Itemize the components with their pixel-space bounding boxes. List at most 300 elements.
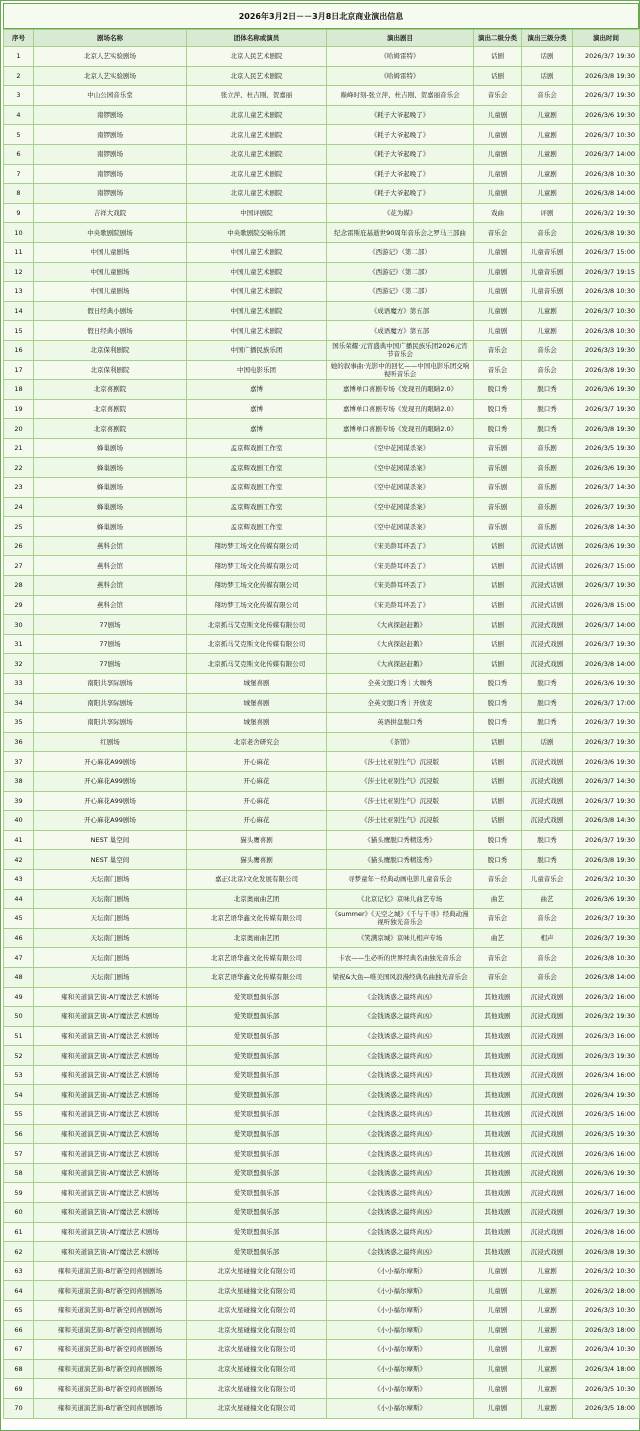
cell-troupe: 开心麻花 <box>187 791 327 811</box>
cell-category-2: 其他戏剧 <box>474 1065 522 1085</box>
cell-category-3: 儿童剧 <box>522 1320 573 1340</box>
cell-venue: 北京保利剧院 <box>34 360 187 380</box>
cell-category-3: 话剧 <box>522 732 573 752</box>
cell-program: 嘉博单口喜剧专场《发现丑的眼睛2.0》 <box>327 399 474 419</box>
cell-troupe: 中国儿童艺术剧院 <box>187 282 327 302</box>
cell-index: 29 <box>4 595 34 615</box>
cell-category-2: 儿童剧 <box>474 1320 522 1340</box>
cell-category-3: 音乐会 <box>522 360 573 380</box>
cell-category-3: 沉浸式戏剧 <box>522 987 573 1007</box>
cell-index: 66 <box>4 1320 34 1340</box>
table-row <box>4 791 640 811</box>
cell-category-3: 沉浸式戏剧 <box>522 752 573 772</box>
cell-venue: NEST 巢空间 <box>34 830 187 850</box>
cell-troupe: 中国儿童艺术剧院 <box>187 262 327 282</box>
cell-index: 15 <box>4 321 34 341</box>
cell-time: 2026/3/7 19:30 <box>573 497 640 517</box>
table-row <box>4 1222 640 1242</box>
cell-troupe: 翔坊梦工场文化传媒有限公司 <box>187 595 327 615</box>
cell-troupe: 嘉博 <box>187 419 327 439</box>
table-row <box>4 478 640 498</box>
cell-category-3: 儿童剧 <box>522 321 573 341</box>
cell-time: 2026/3/4 16:00 <box>573 1065 640 1085</box>
table-row <box>4 1242 640 1262</box>
cell-index: 25 <box>4 517 34 537</box>
cell-category-2: 其他戏剧 <box>474 987 522 1007</box>
table-row <box>4 1379 640 1399</box>
table-row <box>4 967 640 987</box>
cell-program: 《金钱诱惑之最终真凶》 <box>327 1222 474 1242</box>
cell-time: 2026/3/4 19:30 <box>573 1085 640 1105</box>
cell-venue: 假日经典小剧场 <box>34 301 187 321</box>
cell-troupe: 孟京辉戏剧工作室 <box>187 517 327 537</box>
cell-category-2: 曲艺 <box>474 889 522 909</box>
table-row <box>4 556 640 576</box>
cell-index: 39 <box>4 791 34 811</box>
cell-category-2: 脱口秀 <box>474 380 522 400</box>
cell-troupe: 翔坊梦工场文化传媒有限公司 <box>187 576 327 596</box>
cell-troupe: 北京艺语华鑫文化传媒有限公司 <box>187 948 327 968</box>
cell-category-3: 脱口秀 <box>522 713 573 733</box>
table-row <box>4 674 640 694</box>
cell-index: 57 <box>4 1144 34 1164</box>
cell-index: 22 <box>4 458 34 478</box>
cell-category-2: 音乐会 <box>474 360 522 380</box>
cell-program: 寻梦童年－经典动画电影儿童音乐会 <box>327 869 474 889</box>
cell-time: 2026/3/7 19:30 <box>573 47 640 67</box>
table-row <box>4 1301 640 1321</box>
cell-troupe: 爱笑联盟俱乐部 <box>187 1065 327 1085</box>
cell-troupe: 城堡喜剧 <box>187 693 327 713</box>
cell-venue: 南阳共享际剧场 <box>34 693 187 713</box>
cell-program: 《金钱诱惑之最终真凶》 <box>327 1026 474 1046</box>
cell-index: 42 <box>4 850 34 870</box>
cell-venue: 天坛南门剧场 <box>34 967 187 987</box>
cell-category-2: 音乐会 <box>474 909 522 929</box>
cell-category-2: 其他戏剧 <box>474 1026 522 1046</box>
cell-time: 2026/3/7 15:00 <box>573 556 640 576</box>
cell-category-3: 沉浸式戏剧 <box>522 1183 573 1203</box>
table-row <box>4 576 640 596</box>
cell-troupe: 张立萍、杜吉刚、贺嘉丽 <box>187 86 327 106</box>
cell-time: 2026/3/6 19:30 <box>573 674 640 694</box>
cell-program: 《大真探赵赶鹅》 <box>327 654 474 674</box>
cell-time: 2026/3/6 19:30 <box>573 889 640 909</box>
cell-time: 2026/3/8 14:30 <box>573 517 640 537</box>
cell-category-3: 儿童剧 <box>522 1340 573 1360</box>
cell-category-2: 儿童剧 <box>474 1261 522 1281</box>
cell-category-3: 脱口秀 <box>522 419 573 439</box>
cell-program: 《空中花园谋杀案》 <box>327 517 474 537</box>
cell-category-3: 沉浸式戏剧 <box>522 1026 573 1046</box>
cell-index: 17 <box>4 360 34 380</box>
cell-category-3: 沉浸式戏剧 <box>522 771 573 791</box>
cell-index: 11 <box>4 242 34 262</box>
cell-category-2: 儿童剧 <box>474 105 522 125</box>
table-row <box>4 517 640 537</box>
cell-troupe: 北京老舍研究会 <box>187 732 327 752</box>
cell-program: 《花为媒》 <box>327 203 474 223</box>
table-row <box>4 1340 640 1360</box>
cell-category-2: 音乐剧 <box>474 458 522 478</box>
cell-category-2: 其他戏剧 <box>474 1183 522 1203</box>
cell-troupe: 中国儿童艺术剧院 <box>187 321 327 341</box>
cell-index: 49 <box>4 987 34 1007</box>
cell-time: 2026/3/6 19:30 <box>573 380 640 400</box>
table-header <box>4 30 640 47</box>
cell-program: 《猫头鹰脱口秀精选秀》 <box>327 830 474 850</box>
cell-index: 37 <box>4 752 34 772</box>
table-row <box>4 595 640 615</box>
cell-category-3: 沉浸式戏剧 <box>522 1163 573 1183</box>
cell-index: 34 <box>4 693 34 713</box>
cell-program: 《金钱诱惑之最终真凶》 <box>327 1124 474 1144</box>
cell-category-3: 音乐剧 <box>522 497 573 517</box>
cell-troupe: 北京火星碰撞文化有限公司 <box>187 1301 327 1321</box>
cell-index: 18 <box>4 380 34 400</box>
cell-program: 《宋美龄耳环丢了》 <box>327 576 474 596</box>
cell-venue: 北京喜剧院 <box>34 380 187 400</box>
cell-index: 9 <box>4 203 34 223</box>
cell-troupe: 北京抓马艾克斯文化传媒有限公司 <box>187 654 327 674</box>
cell-program: 《耗子大爷起晚了》 <box>327 105 474 125</box>
cell-troupe: 北京火星碰撞文化有限公司 <box>187 1379 327 1399</box>
cell-category-3: 儿童音乐剧 <box>522 282 573 302</box>
cell-troupe: 北京奥雨曲艺团 <box>187 889 327 909</box>
cell-category-3: 儿童剧 <box>522 1398 573 1418</box>
cell-troupe: 爱笑联盟俱乐部 <box>187 987 327 1007</box>
table-row <box>4 1065 640 1085</box>
cell-category-2: 其他戏剧 <box>474 1124 522 1144</box>
cell-index: 65 <box>4 1301 34 1321</box>
cell-troupe: 北京火星碰撞文化有限公司 <box>187 1320 327 1340</box>
cell-category-3: 音乐剧 <box>522 517 573 537</box>
cell-program: 《莎士比亚别生气》沉浸版 <box>327 811 474 831</box>
cell-venue: 红剧场 <box>34 732 187 752</box>
cell-category-2: 儿童剧 <box>474 184 522 204</box>
cell-category-2: 脱口秀 <box>474 850 522 870</box>
cell-category-2: 其他戏剧 <box>474 1085 522 1105</box>
cell-category-2: 音乐会 <box>474 223 522 243</box>
cell-index: 64 <box>4 1281 34 1301</box>
cell-venue: 雍和芙道演艺街-B厅新空间喜剧剧场 <box>34 1281 187 1301</box>
cell-category-3: 沉浸式戏剧 <box>522 634 573 654</box>
header-venue: 剧场名称 <box>34 30 187 47</box>
cell-index: 27 <box>4 556 34 576</box>
cell-program: 《哈姆雷特》 <box>327 66 474 86</box>
cell-time: 2026/3/7 19:30 <box>573 399 640 419</box>
cell-time: 2026/3/8 16:00 <box>573 1222 640 1242</box>
table-row <box>4 1183 640 1203</box>
cell-category-3: 沉浸式戏剧 <box>522 791 573 811</box>
cell-category-2: 音乐会 <box>474 948 522 968</box>
cell-index: 50 <box>4 1007 34 1027</box>
cell-program: 《空中花园谋杀案》 <box>327 478 474 498</box>
cell-program: 《猫头鹰脱口秀精选秀》 <box>327 850 474 870</box>
cell-troupe: 北京艺语华鑫文化传媒有限公司 <box>187 909 327 929</box>
cell-time: 2026/3/7 19:30 <box>573 576 640 596</box>
cell-venue: 燕科会馆 <box>34 556 187 576</box>
table-row <box>4 1144 640 1164</box>
cell-venue: 77剧场 <box>34 654 187 674</box>
cell-index: 54 <box>4 1085 34 1105</box>
cell-category-3: 沉浸式戏剧 <box>522 1007 573 1027</box>
cell-category-2: 话剧 <box>474 66 522 86</box>
table-row <box>4 869 640 889</box>
cell-venue: 雍和芙道演艺街-B厅新空间喜剧剧场 <box>34 1359 187 1379</box>
cell-troupe: 城堡喜剧 <box>187 674 327 694</box>
table-row <box>4 497 640 517</box>
cell-troupe: 猫头鹰喜剧 <box>187 830 327 850</box>
cell-category-3: 儿童音乐剧 <box>522 262 573 282</box>
cell-venue: NEST 巢空间 <box>34 850 187 870</box>
cell-time: 2026/3/8 10:30 <box>573 282 640 302</box>
cell-venue: 中央歌剧院剧场 <box>34 223 187 243</box>
cell-category-3: 沉浸式戏剧 <box>522 1144 573 1164</box>
cell-category-2: 音乐会 <box>474 86 522 106</box>
cell-index: 1 <box>4 47 34 67</box>
cell-troupe: 北京抓马艾克斯文化传媒有限公司 <box>187 615 327 635</box>
cell-category-3: 话剧 <box>522 47 573 67</box>
cell-index: 63 <box>4 1261 34 1281</box>
cell-index: 8 <box>4 184 34 204</box>
cell-index: 69 <box>4 1379 34 1399</box>
cell-program: 《大真探赵赶鹅》 <box>327 615 474 635</box>
cell-program: 全英文脱口秀｜大咖秀 <box>327 674 474 694</box>
cell-troupe: 中国评剧院 <box>187 203 327 223</box>
table-row <box>4 752 640 772</box>
cell-venue: 77剧场 <box>34 634 187 654</box>
cell-category-3: 儿童剧 <box>522 164 573 184</box>
cell-category-2: 其他戏剧 <box>474 1203 522 1223</box>
cell-time: 2026/3/5 18:00 <box>573 1398 640 1418</box>
cell-time: 2026/3/5 10:30 <box>573 1379 640 1399</box>
cell-venue: 中国儿童剧场 <box>34 242 187 262</box>
cell-category-2: 话剧 <box>474 536 522 556</box>
cell-troupe: 猫头鹰喜剧 <box>187 850 327 870</box>
cell-time: 2026/3/7 19:30 <box>573 909 640 929</box>
cell-troupe: 嘉正(北京)文化发展有限公司 <box>187 869 327 889</box>
header-troupe: 团体名称或演员 <box>187 30 327 47</box>
cell-index: 16 <box>4 340 34 360</box>
table-row <box>4 301 640 321</box>
cell-time: 2026/3/5 16:00 <box>573 1105 640 1125</box>
cell-category-2: 儿童剧 <box>474 1398 522 1418</box>
cell-index: 61 <box>4 1222 34 1242</box>
cell-program: 《笑满京城》京味儿相声专场 <box>327 928 474 948</box>
cell-time: 2026/3/8 19:30 <box>573 850 640 870</box>
cell-index: 46 <box>4 928 34 948</box>
cell-venue: 雍和芙道演艺街-B厅新空间喜剧剧场 <box>34 1301 187 1321</box>
cell-program: 《成语魔方》第五部 <box>327 301 474 321</box>
cell-time: 2026/3/8 10:30 <box>573 164 640 184</box>
cell-program: 《小小福尔摩斯》 <box>327 1359 474 1379</box>
table-row <box>4 811 640 831</box>
cell-category-3: 沉浸式话剧 <box>522 556 573 576</box>
cell-category-3: 音乐会 <box>522 86 573 106</box>
cell-troupe: 北京儿童艺术剧院 <box>187 184 327 204</box>
cell-time: 2026/3/7 14:30 <box>573 771 640 791</box>
cell-index: 23 <box>4 478 34 498</box>
cell-program: 国乐荣耀·元宵盛典中国广播民族乐团2026元宵节音乐会 <box>327 340 474 360</box>
cell-category-3: 音乐剧 <box>522 478 573 498</box>
cell-time: 2026/3/6 19:30 <box>573 105 640 125</box>
cell-category-3: 沉浸式戏剧 <box>522 1065 573 1085</box>
cell-category-2: 儿童剧 <box>474 301 522 321</box>
cell-venue: 雍和芙道演艺街-A厅魔法艺术剧场 <box>34 1144 187 1164</box>
table-row <box>4 399 640 419</box>
cell-category-2: 其他戏剧 <box>474 1144 522 1164</box>
cell-category-2: 脱口秀 <box>474 399 522 419</box>
cell-time: 2026/3/8 19:30 <box>573 1242 640 1262</box>
cell-category-3: 音乐会 <box>522 909 573 929</box>
cell-index: 36 <box>4 732 34 752</box>
table-row <box>4 66 640 86</box>
cell-program: 《金钱诱惑之最终真凶》 <box>327 1144 474 1164</box>
cell-index: 47 <box>4 948 34 968</box>
cell-program: 卡农——生必听的世界经典名曲独光音乐会 <box>327 948 474 968</box>
cell-troupe: 中国广播民族乐团 <box>187 340 327 360</box>
cell-category-3: 儿童剧 <box>522 301 573 321</box>
cell-index: 33 <box>4 674 34 694</box>
cell-program: 《空中花园谋杀案》 <box>327 458 474 478</box>
cell-time: 2026/3/7 17:00 <box>573 693 640 713</box>
table-row <box>4 203 640 223</box>
cell-troupe: 爱笑联盟俱乐部 <box>187 1085 327 1105</box>
cell-category-2: 其他戏剧 <box>474 1046 522 1066</box>
cell-index: 38 <box>4 771 34 791</box>
cell-troupe: 北京儿童艺术剧院 <box>187 164 327 184</box>
cell-program: 嘉博单口喜剧专场《发现丑的眼睛2.0》 <box>327 419 474 439</box>
table-row <box>4 615 640 635</box>
cell-troupe: 爱笑联盟俱乐部 <box>187 1163 327 1183</box>
performance-table <box>3 29 640 1419</box>
cell-time: 2026/3/7 19:30 <box>573 86 640 106</box>
cell-program: 《哈姆雷特》 <box>327 47 474 67</box>
cell-program: 《耗子大爷起晚了》 <box>327 144 474 164</box>
cell-time: 2026/3/7 16:00 <box>573 1183 640 1203</box>
cell-troupe: 中央歌剧院交响乐团 <box>187 223 327 243</box>
table-row <box>4 47 640 67</box>
cell-index: 6 <box>4 144 34 164</box>
cell-category-2: 音乐剧 <box>474 517 522 537</box>
table-row <box>4 654 640 674</box>
cell-program: 《西游记》（第二部） <box>327 242 474 262</box>
table-row <box>4 1261 640 1281</box>
cell-category-2: 儿童剧 <box>474 242 522 262</box>
cell-index: 59 <box>4 1183 34 1203</box>
cell-category-3: 脱口秀 <box>522 850 573 870</box>
cell-venue: 燕科会馆 <box>34 576 187 596</box>
cell-time: 2026/3/7 19:30 <box>573 732 640 752</box>
cell-time: 2026/3/8 10:30 <box>573 321 640 341</box>
cell-venue: 假日经典小剧场 <box>34 321 187 341</box>
cell-time: 2026/3/7 10:30 <box>573 301 640 321</box>
cell-venue: 南锣剧场 <box>34 164 187 184</box>
cell-time: 2026/3/4 18:00 <box>573 1359 640 1379</box>
cell-time: 2026/3/8 14:00 <box>573 654 640 674</box>
cell-venue: 雍和芙道演艺街-A厅魔法艺术剧场 <box>34 1085 187 1105</box>
cell-category-3: 曲艺 <box>522 889 573 909</box>
cell-time: 2026/3/3 18:00 <box>573 1320 640 1340</box>
cell-venue: 南锣剧场 <box>34 184 187 204</box>
cell-time: 2026/3/7 10:30 <box>573 125 640 145</box>
table-row <box>4 438 640 458</box>
cell-venue: 开心麻花A99剧场 <box>34 791 187 811</box>
cell-time: 2026/3/6 19:30 <box>573 1163 640 1183</box>
cell-category-3: 儿童剧 <box>522 1301 573 1321</box>
cell-troupe: 中国电影乐团 <box>187 360 327 380</box>
cell-category-2: 其他戏剧 <box>474 1242 522 1262</box>
table-row <box>4 1026 640 1046</box>
cell-index: 7 <box>4 164 34 184</box>
cell-category-2: 音乐会 <box>474 869 522 889</box>
cell-time: 2026/3/5 19:30 <box>573 438 640 458</box>
cell-program: 《金钱诱惑之最终真凶》 <box>327 1085 474 1105</box>
cell-category-2: 其他戏剧 <box>474 1105 522 1125</box>
cell-time: 2026/3/7 19:30 <box>573 1203 640 1223</box>
cell-time: 2026/3/8 14:00 <box>573 184 640 204</box>
cell-program: 《茶馆》 <box>327 732 474 752</box>
cell-index: 43 <box>4 869 34 889</box>
cell-venue: 天坛南门剧场 <box>34 948 187 968</box>
cell-time: 2026/3/3 10:30 <box>573 1301 640 1321</box>
table-row <box>4 850 640 870</box>
cell-program: 《金钱诱惑之最终真凶》 <box>327 1183 474 1203</box>
cell-program: 《空中花园谋杀案》 <box>327 497 474 517</box>
cell-category-2: 音乐剧 <box>474 478 522 498</box>
cell-venue: 雍和芙道演艺街-B厅新空间喜剧剧场 <box>34 1261 187 1281</box>
cell-program: 《金钱诱惑之最终真凶》 <box>327 1203 474 1223</box>
cell-program: 《金钱诱惑之最终真凶》 <box>327 1242 474 1262</box>
cell-time: 2026/3/5 19:30 <box>573 1124 640 1144</box>
cell-category-3: 音乐剧 <box>522 438 573 458</box>
cell-category-3: 脱口秀 <box>522 399 573 419</box>
cell-venue: 吉祥大戏院 <box>34 203 187 223</box>
cell-venue: 南锣剧场 <box>34 144 187 164</box>
cell-venue: 开心麻花A99剧场 <box>34 752 187 772</box>
cell-troupe: 爱笑联盟俱乐部 <box>187 1242 327 1262</box>
cell-troupe: 孟京辉戏剧工作室 <box>187 497 327 517</box>
cell-category-2: 音乐会 <box>474 967 522 987</box>
cell-time: 2026/3/7 15:00 <box>573 242 640 262</box>
cell-category-2: 儿童剧 <box>474 144 522 164</box>
cell-troupe: 孟京辉戏剧工作室 <box>187 478 327 498</box>
table-row <box>4 380 640 400</box>
cell-index: 60 <box>4 1203 34 1223</box>
cell-program: 巅峰时刻-张立萍、杜吉刚、贺嘉丽音乐会 <box>327 86 474 106</box>
cell-venue: 中山公园音乐堂 <box>34 86 187 106</box>
cell-category-2: 儿童剧 <box>474 1379 522 1399</box>
cell-time: 2026/3/8 19:30 <box>573 360 640 380</box>
cell-troupe: 爱笑联盟俱乐部 <box>187 1026 327 1046</box>
cell-troupe: 爱笑联盟俱乐部 <box>187 1222 327 1242</box>
cell-program: 全英文脱口秀｜开放麦 <box>327 693 474 713</box>
cell-troupe: 孟京辉戏剧工作室 <box>187 458 327 478</box>
cell-venue: 雍和芙道演艺街-A厅魔法艺术剧场 <box>34 1124 187 1144</box>
cell-venue: 开心麻花A99剧场 <box>34 771 187 791</box>
cell-venue: 蜂巢剧场 <box>34 458 187 478</box>
cell-category-3: 沉浸式戏剧 <box>522 811 573 831</box>
cell-venue: 北京人艺实验剧场 <box>34 47 187 67</box>
cell-program: 《耗子大爷起晚了》 <box>327 164 474 184</box>
cell-program: 《耗子大爷起晚了》 <box>327 125 474 145</box>
cell-venue: 北京喜剧院 <box>34 419 187 439</box>
cell-index: 48 <box>4 967 34 987</box>
cell-category-2: 音乐剧 <box>474 497 522 517</box>
table-row <box>4 1398 640 1418</box>
cell-venue: 天坛南门剧场 <box>34 869 187 889</box>
